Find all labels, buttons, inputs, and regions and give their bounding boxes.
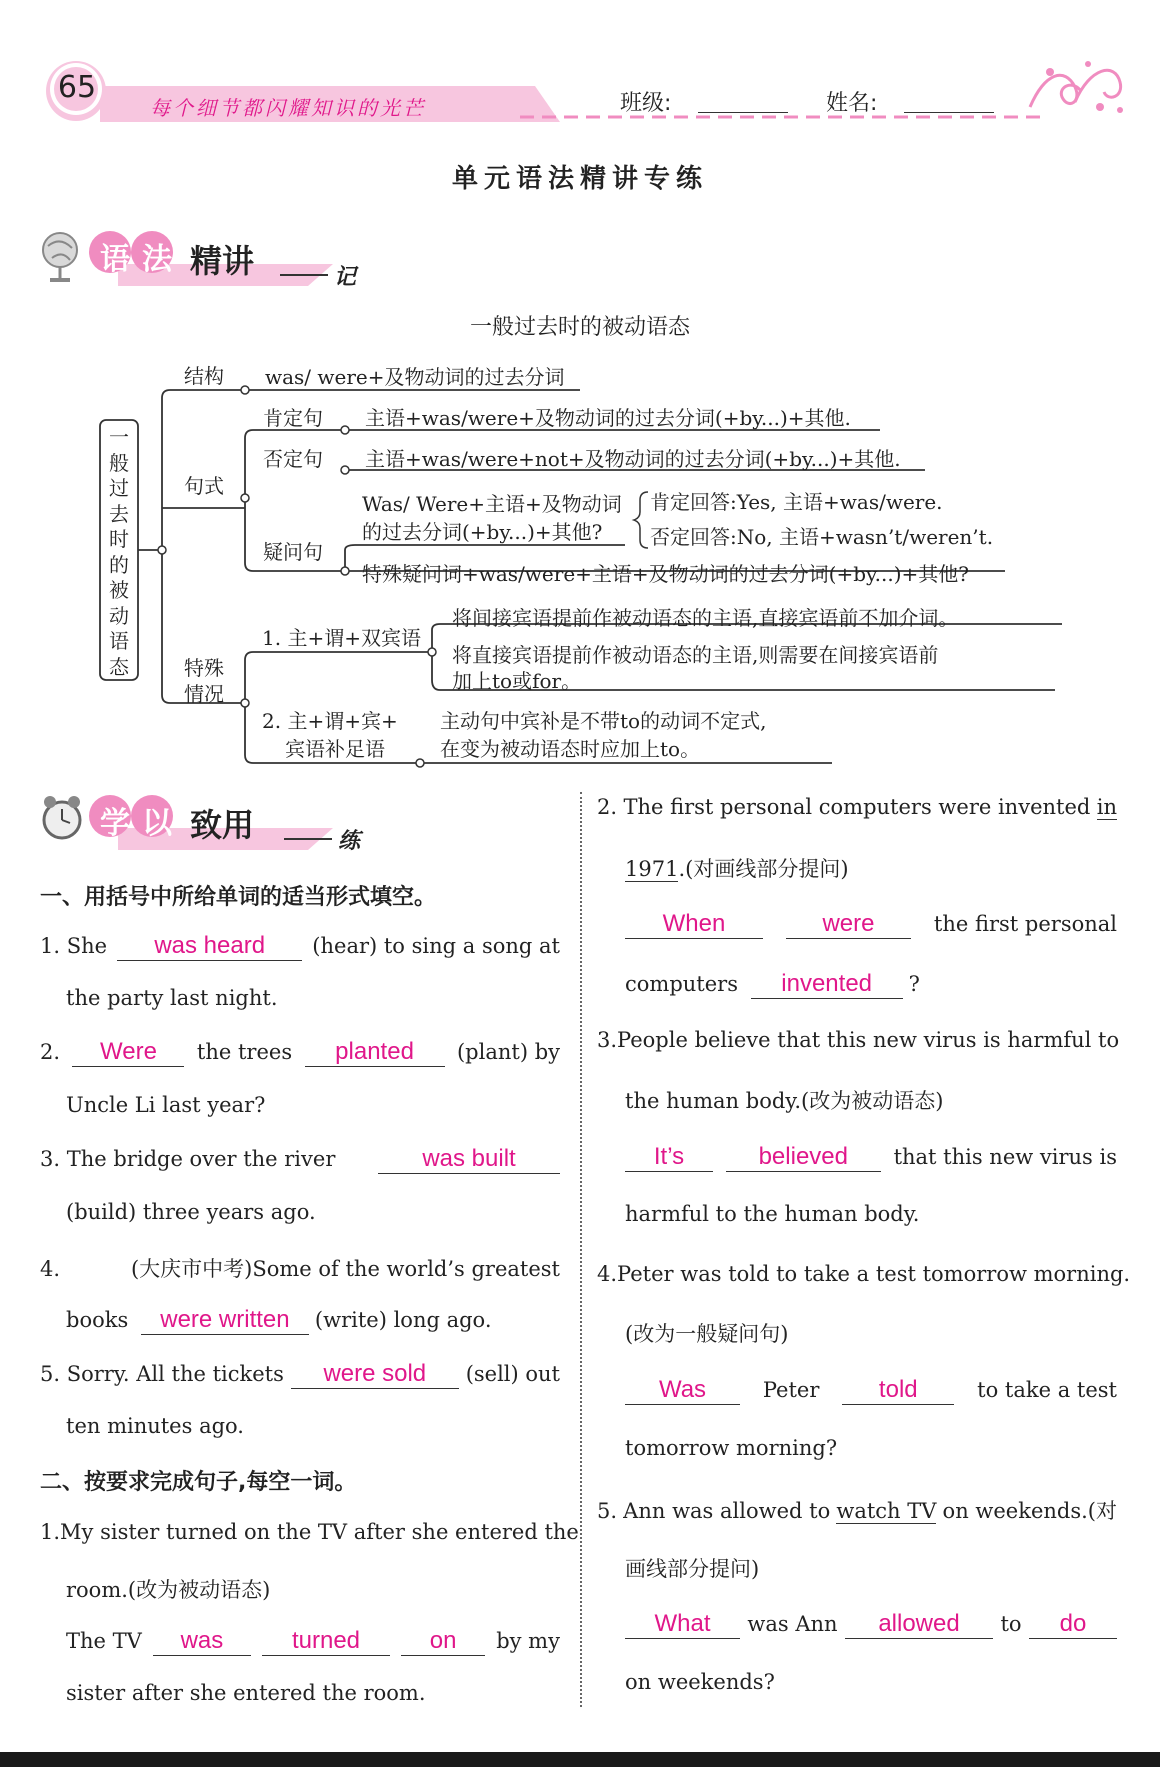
underlined-text: in [1096, 795, 1117, 819]
question-text: Sorry. All the tickets [66, 1362, 284, 1386]
badge-char-3: 学 [100, 806, 130, 841]
question-number: 4. [40, 1257, 61, 1281]
general-question-line2: 的过去分词(+by...)+其他? [362, 520, 603, 544]
p2-q5-line3 [625, 1610, 1117, 1639]
underlined-text: 1971 [625, 857, 679, 881]
bottom-edge [0, 1752, 1160, 1767]
structure-label: 结构 [184, 364, 224, 388]
case2-rule-line2: 在变为被动语态时应加上to。 [440, 737, 701, 761]
case2-rule-line1: 主动句中宾补是不带to的动词不定式, [440, 709, 767, 733]
question-text: (sell) out [465, 1362, 560, 1386]
p2-q5-line2: 画线部分提问) [625, 1557, 760, 1581]
question-text: (大庆市中考)Some of the world’s greatest [130, 1257, 560, 1281]
underlined-text: watch TV [836, 1499, 937, 1523]
negative-label: 否定句 [263, 447, 323, 471]
question-number: 3. [597, 1028, 618, 1052]
p1-q1-line2: the party last night. [66, 986, 278, 1010]
question-text: The TV [66, 1629, 142, 1653]
answer-blank[interactable]: planted [305, 1038, 445, 1067]
answer-blank[interactable]: Was [625, 1376, 740, 1405]
p1-q2-line2: Uncle Li last year? [66, 1093, 266, 1117]
answer-blank[interactable]: Were [72, 1038, 184, 1067]
header-dashed-line [520, 112, 1040, 122]
page-number: 65 [57, 70, 97, 105]
case1-label: 1. 主+谓+双宾语 [262, 626, 421, 650]
negative-text: 主语+was/were+not+及物动词的过去分词(+by...)+其他. [365, 447, 901, 471]
question-text: to [1000, 1612, 1022, 1636]
answer-blank[interactable]: believed [726, 1143, 881, 1172]
mindmap-root: 一般过去时的被动语态 [109, 425, 129, 679]
p2-q4-line2: (改为一般疑问句) [625, 1322, 789, 1346]
question-text: by my [496, 1629, 560, 1653]
answer-blank[interactable]: invented [751, 970, 903, 999]
page-title: 单元语法精讲专练 [451, 164, 708, 194]
name-field[interactable] [904, 112, 994, 113]
question-text: (write) long ago. [314, 1308, 492, 1332]
question-number: 5. [40, 1362, 61, 1386]
p1-q3-line2: (build) three years ago. [66, 1200, 316, 1224]
p1-q1-line1 [40, 932, 560, 961]
p1-q4-line2 [66, 1306, 492, 1335]
question-text: to take a test [977, 1378, 1117, 1402]
question-number: 2. [597, 795, 618, 819]
name-label: 姓名: [826, 91, 878, 116]
header-slogan: 每个细节都闪耀知识的光芒 [150, 96, 426, 120]
question-number: 4. [597, 1262, 618, 1286]
p2-q2-line4 [625, 970, 920, 999]
special-label-1: 特殊 [184, 656, 224, 680]
answer-blank[interactable]: were [786, 910, 911, 939]
answer-blank[interactable]: was built [378, 1145, 560, 1174]
section2-heading: 致用 [190, 806, 255, 844]
answer-blank[interactable]: were sold [291, 1360, 459, 1389]
question-number: 1. [40, 934, 61, 958]
answer-blank[interactable]: It’s [625, 1143, 713, 1172]
case1-rule2-line2: 加上to或for。 [452, 669, 582, 693]
question-text: The first personal computers were invented [623, 795, 1091, 819]
badge-char-4: 以 [142, 806, 172, 841]
column-divider [580, 792, 582, 1707]
question-text: My sister turned on the TV after she entered the [60, 1520, 579, 1544]
answer-blank[interactable]: were written [141, 1306, 309, 1335]
case2-label-2: 宾语补足语 [285, 737, 385, 761]
p2-q3-line4: harmful to the human body. [625, 1202, 920, 1226]
answer-blank[interactable]: When [625, 910, 763, 939]
question-number: 1. [40, 1520, 61, 1544]
mindmap-title: 一般过去时的被动语态 [469, 315, 690, 340]
special-question: 特殊疑问词+was/were+主语+及物动词的过去分词(+by...)+其他? [362, 562, 970, 586]
flourish-ornament [1020, 52, 1130, 122]
question-text: People believe that this new virus is harmful to [617, 1028, 1120, 1052]
p1-q3-line1 [40, 1145, 560, 1174]
question-text: Peter was told to take a test tomorrow morning. [617, 1262, 1131, 1286]
p2-q5-line1 [597, 1495, 1117, 1525]
answer-blank[interactable]: turned [262, 1627, 390, 1656]
class-field[interactable] [698, 112, 788, 113]
question-number: 3. [40, 1147, 61, 1171]
answer-blank[interactable]: was heard [117, 932, 302, 961]
question-text: She [66, 934, 108, 958]
affirmative-label: 肯定句 [263, 406, 323, 430]
p2-q2-line3 [625, 910, 1117, 939]
p2-q2-line1 [597, 795, 1117, 820]
part2-title: 二、按要求完成句子,每空一词。 [40, 1470, 357, 1495]
question-text: (plant) by [456, 1040, 560, 1064]
p2-q4-line4: tomorrow morning? [625, 1436, 838, 1460]
question-text: the trees [196, 1040, 293, 1064]
yes-answer: 肯定回答:Yes, 主语+was/were. [650, 490, 943, 514]
p2-q1-line1 [40, 1520, 579, 1544]
p2-q2-line2 [625, 853, 849, 883]
question-number: 5. [597, 1499, 618, 1523]
question-text: the first personal [933, 912, 1117, 936]
p1-q2-line1 [40, 1038, 560, 1067]
answer-blank[interactable]: was [153, 1627, 251, 1656]
section1-suffix: 记 [334, 265, 357, 290]
p1-q5-line1 [40, 1360, 560, 1389]
p2-q1-line4: sister after she entered the room. [66, 1681, 426, 1705]
answer-blank[interactable]: What [625, 1610, 740, 1639]
question-number: 2. [40, 1040, 61, 1064]
class-label: 班级: [620, 91, 672, 116]
badge-char-1: 语 [100, 242, 130, 277]
dash-rule [284, 838, 332, 840]
case1-rule1: 将间接宾语提前作被动语态的主语,直接宾语前不加介词。 [452, 606, 959, 630]
p2-q4-line1 [597, 1262, 1131, 1286]
p2-q3-line1 [597, 1028, 1120, 1052]
question-text: Ann was allowed to [623, 1499, 831, 1523]
case1-rule2-line1: 将直接宾语提前作被动语态的主语,则需要在间接宾语前 [452, 643, 939, 667]
p2-q1-line3 [66, 1627, 560, 1656]
answer-blank[interactable]: do [1029, 1610, 1117, 1639]
pattern-label: 句式 [184, 474, 224, 498]
badge-char-2: 法 [142, 242, 172, 277]
structure-text: was/ were+及物动词的过去分词 [265, 365, 565, 389]
section1-heading: 精讲 [190, 242, 255, 280]
question-text: The bridge over the river [66, 1147, 336, 1171]
question-text: ? [908, 972, 920, 996]
question-text: .(对画线部分提问) [678, 857, 849, 881]
question-text: (hear) to sing a song at [312, 934, 560, 958]
question-text: Peter [762, 1378, 820, 1402]
p1-q5-line2: ten minutes ago. [66, 1414, 244, 1438]
p2-q4-line3 [625, 1376, 1117, 1405]
section2-suffix: 练 [338, 829, 361, 854]
answer-blank[interactable]: allowed [845, 1610, 993, 1639]
dash-rule [280, 274, 328, 276]
p2-q3-line3 [625, 1143, 1117, 1172]
question-text: was Ann [747, 1612, 838, 1636]
case2-label-1: 2. 主+谓+宾+ [262, 709, 398, 733]
p2-q5-line4: on weekends? [625, 1670, 775, 1694]
no-answer: 否定回答:No, 主语+wasn’t/weren’t. [650, 525, 994, 549]
question-text: books [66, 1308, 129, 1332]
question-label: 疑问句 [263, 540, 323, 564]
affirmative-text: 主语+was/were+及物动词的过去分词(+by...)+其他. [365, 406, 851, 430]
p2-q3-line2: the human body.(改为被动语态) [625, 1089, 944, 1113]
question-text: that this new virus is [893, 1145, 1117, 1169]
question-text: computers [625, 972, 738, 996]
answer-blank[interactable]: told [842, 1376, 954, 1405]
question-text: on weekends.(对 [942, 1499, 1117, 1523]
p2-q1-line2: room.(改为被动语态) [66, 1578, 271, 1602]
part1-title: 一、用括号中所给单词的适当形式填空。 [40, 885, 437, 910]
general-question-line1: Was/ Were+主语+及物动词 [362, 492, 622, 516]
answer-blank[interactable]: on [401, 1627, 485, 1656]
special-label-2: 情况 [184, 682, 224, 706]
p1-q4-line1 [40, 1253, 560, 1283]
